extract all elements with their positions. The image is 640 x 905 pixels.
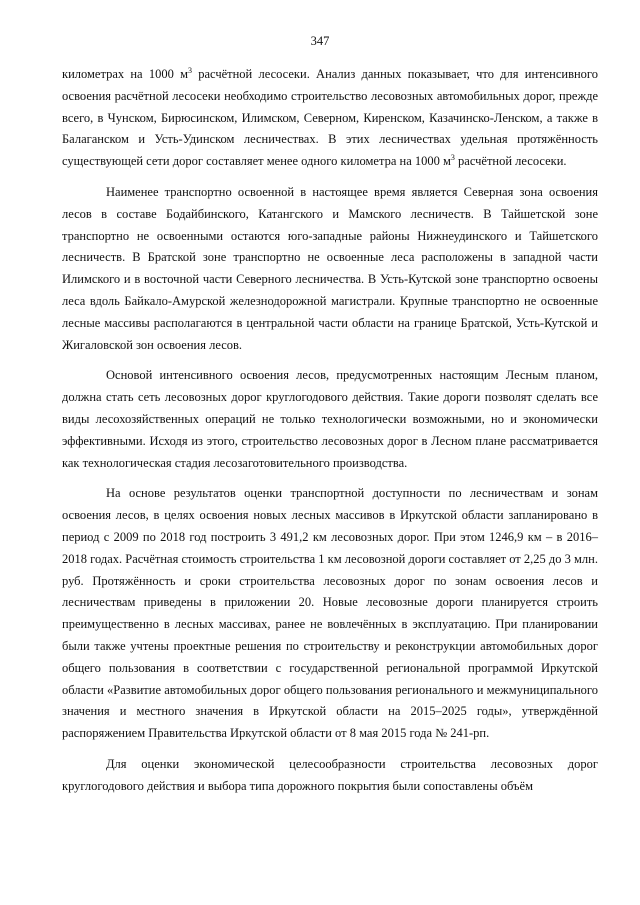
page-number: 347 <box>310 34 330 48</box>
paragraph-continuation <box>62 64 598 173</box>
text-segment: километрах на 1000 м <box>62 67 188 81</box>
superscript-cubed: 3 <box>450 153 455 163</box>
body-text <box>62 64 598 798</box>
text-segment: расчётной лесосеки. Анализ данных показывает, что для интенсивного освоения расчётной лесосеки необходимо строительство лесовозных автомобильных дорог, прежде всего, в Чунском, Бирюсинском, Илимском, Северном, Киренском, Казачинско-Ленском, а также в Балаганском и Усть-Удинском лесничествах. В этих лесничествах удельная протяжённость существующей сети дорог составляет менее одного километра на 1000 м <box>62 67 598 169</box>
paragraph-transport-zones: Наименее транспортно освоенной в настоящее время является Северная зона освоения лесов в составе Бодайбинского, Катангского и Мамского лесничеств. В Тайшетской зоне транспортно не освоенными остаются юго-западные районы Нижнеудинского и Тайшетского лесничеств. В Братской зоне транспортно не освоенные леса расположены в западной части Илимского и в восточной части Северного лесничества. В Усть-Кутской зоне транспортно освоены леса вдоль Байкало-Амурской железнодорожной магистрали. Крупные транспортно не освоенные лесные массивы располагаются в центральной части области на границе Братской, Усть-Кутской и Жигаловской зон освоения лесов. <box>62 184 598 352</box>
paragraph-road-network: Основой интенсивного освоения лесов, предусмотренных настоящим Лесным планом, должна стать сеть лесовозных дорог круглогодового действия. Такие дороги позволят сделать все виды лесохозяйственных операций не только технологически возможными, но и экономически эффективными. Исходя из этого, строительство лесовозных дорог в Лесном плане рассматривается как технологическая стадия лесозаготовительного производства. <box>62 368 598 470</box>
paragraph-construction-plan: На основе результатов оценки транспортной доступности по лесничествам и зонам освоения лесов, в целях освоения новых лесных массивов в Иркутской области запланировано в период с 2009 по 2018 год построить 3 491,2 км лесовозных дорог. При этом 1246,9 км – в 2016–2018 годах. Расчётная стоимость строительства 1 км лесовозной дороги составляет от 2,25 до 3 млн. руб. Протяжённость и сроки строительства лесовозных дорог по зонам освоения лесов и лесничествам приведены в приложении 20. Новые лесовозные дороги планируется строить преимущественно в лесных массивах, ранее не вовлечённых в эксплуатацию. При планировании были также учтены проектные решения по строительству и реконструкции автомобильных дорог общего пользования в соответствии с государственной региональной программой Иркутской области «Развитие автомобильных дорог общего пользования регионального и межмуниципального значения и местного значения в Иркутской области на 2015–2025 годы», утверждённой распоряжением Правительства Иркутской области от 8 мая 2015 года № 241-рп. <box>62 486 598 741</box>
paragraph-economic-evaluation: Для оценки экономической целесообразности строительства лесовозных дорог круглогодового действия и выбора типа дорожного покрытия были сопоставлены объём <box>62 756 598 793</box>
text-segment: расчётной лесосеки. <box>454 154 567 169</box>
superscript-cubed: 3 <box>187 65 192 75</box>
